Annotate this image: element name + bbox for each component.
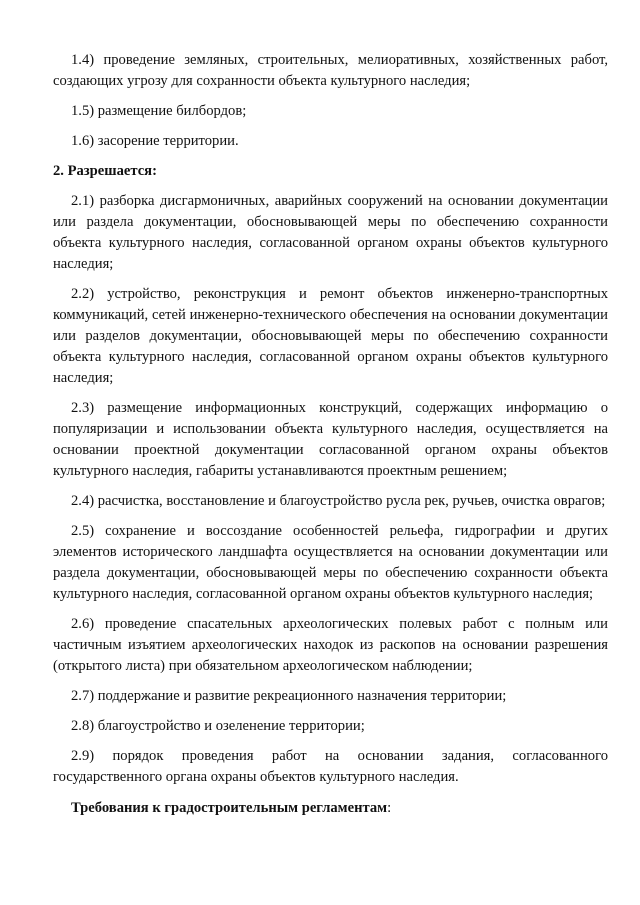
item-2-1: 2.1) разборка дисгармоничных, аварийных сооружений на основании документации или раздела документации, обосновывающей меры по обеспечению сохранности объекта культурного наследия, согласованной органом охраны объектов культурного наследия; [53, 193, 608, 272]
item-2-7: 2.7) поддержание и развитие рекреационного назначения территории; [71, 688, 507, 704]
item-2-9: 2.9) порядок проведения работ на основании задания, согласованного государственного органа охраны объектов культурного наследия. [53, 748, 608, 785]
item-2-4: 2.4) расчистка, восстановление и благоустройство русла рек, ручьев, очистка оврагов; [71, 493, 606, 509]
regulations-heading-text: Требования к градостроительным регламентам [71, 800, 388, 816]
item-2-8: 2.8) благоустройство и озеленение территории; [71, 718, 365, 734]
regulations-heading-colon: : [387, 800, 392, 816]
item-2-6: 2.6) проведение спасательных археологических полевых работ с полным или частичным изъятием археологических находок из раскопов на основании разрешения (открытого листа) при обязательном археологическом наблюдении; [53, 616, 608, 674]
item-1-4: 1.4) проведение земляных, строительных, мелиоративных, хозяйственных работ, создающих угрозу для сохранности объекта культурного наследия; [53, 52, 608, 89]
item-2-5: 2.5) сохранение и воссоздание особенностей рельефа, гидрографии и других элементов исторического ландшафта осуществляется на основании документации или раздела документации, обосновывающей меры по обеспечению сохранности объекта культурного наследия, согласованной органом охраны объектов культурного наследия; [53, 523, 608, 602]
section-2-heading: 2. Разрешается: [53, 163, 157, 179]
item-2-2: 2.2) устройство, реконструкция и ремонт объектов инженерно-транспортных коммуникаций, сетей инженерно-технического обеспечения на основании документации или разделов документации, обосновывающей меры по обеспечению сохранности объекта культурного наследия, согласованной органом охраны объектов культурного наследия; [53, 286, 608, 386]
item-1-6: 1.6) засорение территории. [71, 133, 239, 149]
regulations-heading [53, 798, 608, 819]
item-2-3: 2.3) размещение информационных конструкций, содержащих информацию о популяризации и использовании объекта культурного наследия, осуществляется на основании проектной документации согласованной органом охраны объектов культурного наследия, габариты устанавливаются проектным решением; [53, 400, 608, 479]
item-1-5: 1.5) размещение билбордов; [71, 103, 247, 119]
